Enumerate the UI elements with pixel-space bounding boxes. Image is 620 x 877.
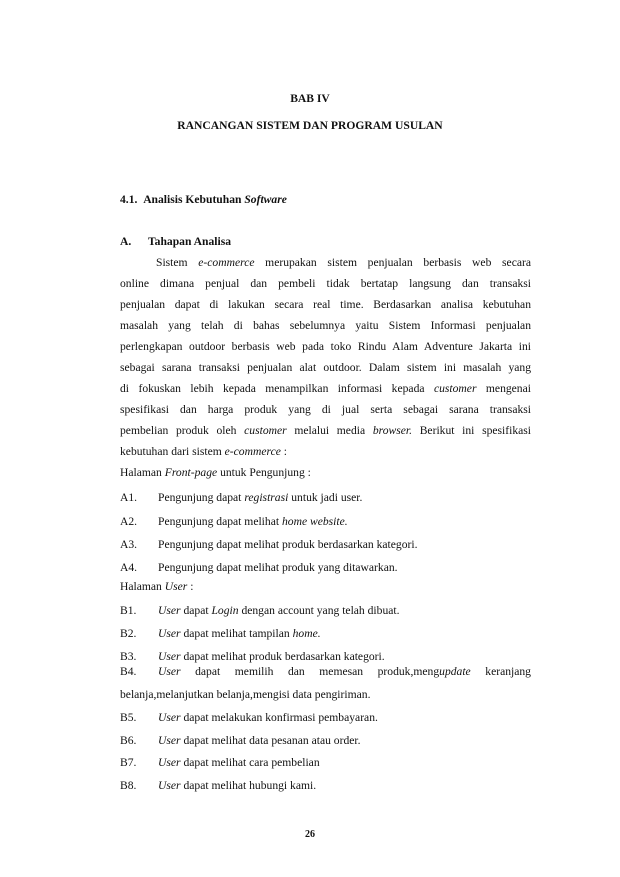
paragraph-line: kebutuhan dari sistem e-commerce : (120, 445, 288, 458)
paragraph-line: spesifikasi dan harga produk yang di jual serta sebagai sarana transaksi (120, 403, 531, 416)
paragraph-line: masalah yang telah di bahas sebelumnya yaitu Sistem Informasi penjualan (120, 319, 531, 332)
chapter-title: RANCANGAN SISTEM DAN PROGRAM USULAN (177, 119, 443, 132)
subsection-title: Tahapan Analisa (148, 235, 232, 248)
paragraph-line: Sistem e-commerce merupakan sistem penjualan berbasis web secara (156, 256, 531, 269)
paragraph-line: perlengkapan outdoor berbasis web pada toko Rindu Alam Adventure Jakarta ini (120, 340, 531, 353)
paragraph-line: online dimana penjual dan pembeli tidak bertatap langsung dan transaksi (120, 277, 531, 290)
section-text-italic: Software (244, 193, 287, 206)
paragraph-line: penjualan dapat di lakukan secara real time. Berdasarkan analisa kebutuhan (120, 298, 531, 311)
chapter-heading: BAB IV (290, 92, 330, 105)
front-page-heading: Halaman Front-page untuk Pengunjung : (120, 466, 311, 479)
paragraph-line: pembelian produk oleh customer melalui media browser. Berikut ini spesifikasi (120, 424, 531, 437)
paragraph-line: di fokuskan lebih kepada menampilkan informasi kepada customer mengenai (120, 382, 531, 395)
section-number: 4.1. (120, 193, 138, 206)
paragraph-line: sebagai sarana transaksi penjualan alat outdoor. Dalam sistem ini masalah yang (120, 361, 531, 374)
subsection-label: A. (120, 235, 132, 248)
section-text: Analisis Kebutuhan (143, 193, 242, 206)
section-heading (120, 193, 287, 207)
user-heading: Halaman User : (120, 580, 194, 593)
page-number: 26 (305, 829, 315, 840)
subsection-heading (120, 235, 232, 249)
